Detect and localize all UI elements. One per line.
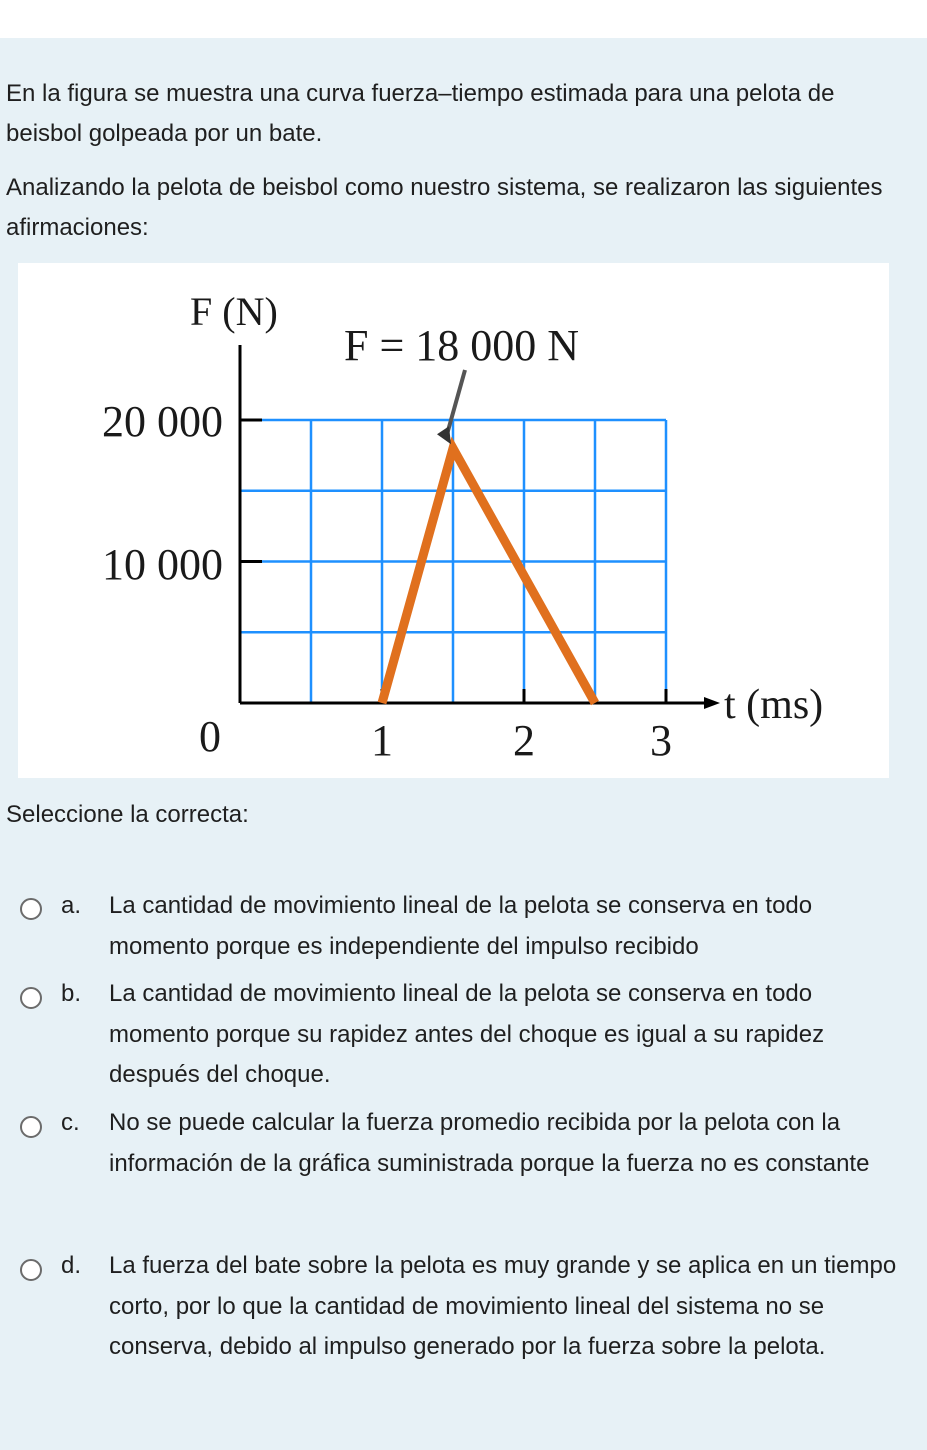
- option-b-radio[interactable]: [20, 987, 42, 1009]
- select-prompt: Seleccione la correcta:: [6, 801, 249, 828]
- option-a-letter: a.: [61, 892, 82, 919]
- force-time-figure: [18, 263, 889, 778]
- option-b-text: La cantidad de movimiento lineal de la pelota se conserva en todo momento porque su rapidez antes del choque es igual a su rapidez después del choque.: [109, 980, 825, 1088]
- x-tick-label-3: 3: [650, 716, 672, 765]
- option-d-letter: d.: [61, 1252, 82, 1279]
- annotation-arrow-head: [437, 426, 451, 444]
- x-tick-label-2: 2: [513, 716, 535, 765]
- x-tick-label-0: 0: [199, 712, 221, 761]
- y-tick-label-10000: 10 000: [102, 540, 223, 589]
- chart-labels: [102, 289, 823, 765]
- option-d-radio[interactable]: [20, 1259, 42, 1281]
- question-analysis: Analizando la pelota de beisbol como nuestro sistema, se realizaron las siguientes afirmaciones:: [6, 174, 883, 241]
- y-axis-label: F (N): [190, 289, 278, 334]
- option-b-letter: b.: [61, 980, 82, 1007]
- question-intro: En la figura se muestra una curva fuerza–tiempo estimada para una pelota de beisbol golpeada por un bate.: [6, 80, 835, 147]
- force-time-chart: [18, 263, 889, 778]
- annotation-arrow-shaft: [447, 370, 465, 434]
- x-tick-label-1: 1: [371, 716, 393, 765]
- option-c-text: No se puede calcular la fuerza promedio recibida por la pelota con la información de la gráfica suministrada porque la fuerza no es constante: [109, 1109, 870, 1177]
- option-c-letter: c.: [61, 1109, 80, 1136]
- x-axis-arrow: [704, 697, 720, 709]
- peak-annotation: F = 18 000 N: [344, 321, 580, 370]
- y-tick-label-20000: 20 000: [102, 397, 223, 446]
- option-d-text: La fuerza del bate sobre la pelota es muy grande y se aplica en un tiempo corto, por lo que la cantidad de movimiento lineal del sistema no se conserva, debido al impulso generado por la fuerza sobre la pelota.: [109, 1252, 897, 1360]
- x-axis-label: t (ms): [724, 682, 824, 728]
- option-a-radio[interactable]: [20, 898, 42, 920]
- option-a-text: La cantidad de movimiento lineal de la pelota se conserva en todo momento porque es independiente del impulso recibido: [109, 892, 813, 960]
- option-c-radio[interactable]: [20, 1116, 42, 1138]
- force-curve: [382, 448, 595, 703]
